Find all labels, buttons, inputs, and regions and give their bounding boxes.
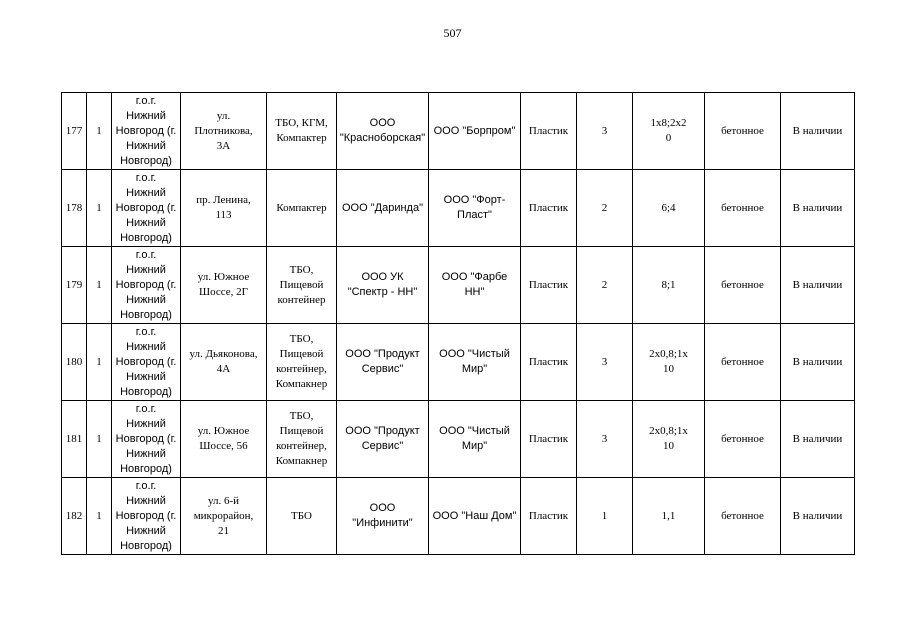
address-cell [181, 401, 267, 478]
volume-cell [633, 247, 705, 324]
table-row [62, 324, 855, 401]
site-count-cell: 1 [87, 401, 112, 478]
owner-cell-line: ООО УК [361, 271, 404, 283]
municipality-cell-line: Нижний [126, 293, 166, 306]
operator-cell-line: ООО "Чистый [439, 425, 510, 437]
owner-cell-line: ООО "Даринда" [342, 201, 423, 214]
municipality-cell-line: г.о.г. [135, 171, 157, 184]
volume-cell-line: 2х0,8;1х [649, 425, 688, 437]
waste-type-cell [267, 247, 337, 324]
address-cell-line: Шоссе, 2Г [198, 286, 248, 298]
address-cell-line: микрорайон, [193, 509, 254, 522]
table-row [62, 401, 855, 478]
municipality-cell-line: г.о.г. [135, 248, 157, 261]
municipality-cell-line: Новгород (г. [115, 432, 177, 445]
container-count-cell: 3 [577, 401, 633, 478]
container-count-cell: 2 [577, 247, 633, 324]
owner-cell-line: "Красноборская" [339, 132, 426, 144]
municipality-cell-line: Новгород) [120, 539, 172, 552]
operator-cell-line: ООО "Чистый [439, 348, 510, 360]
container-count-cell: 1 [577, 478, 633, 555]
waste-type-cell [267, 93, 337, 170]
municipality-cell-line: Новгород) [120, 154, 172, 167]
owner-cell-line: "Спектр - НН" [347, 286, 418, 298]
waste-type-cell-line: ТБО, [289, 333, 314, 345]
row-number-cell: 181 [62, 401, 87, 478]
address-cell-line: ул. Южное [197, 425, 250, 437]
operator-cell [429, 170, 521, 247]
status-cell: В наличии [781, 93, 855, 170]
waste-type-cell-line: Компактер [276, 132, 327, 144]
site-count-cell: 1 [87, 478, 112, 555]
status-cell: В наличии [781, 247, 855, 324]
operator-cell-line: ООО "Наш Дом" [432, 509, 517, 522]
surface-cell: бетонное [705, 170, 781, 247]
owner-cell-line: Сервис" [361, 363, 404, 375]
volume-cell-line: 1х8;2х2 [650, 117, 687, 129]
address-cell-line: пр. Ленина, [196, 194, 251, 206]
owner-cell [337, 247, 429, 324]
material-cell: Пластик [521, 324, 577, 401]
operator-cell [429, 401, 521, 478]
operator-cell-line: ООО "Фарбе [441, 271, 508, 283]
container-count-cell: 2 [577, 170, 633, 247]
waste-type-cell-line: Пищевой [279, 348, 324, 360]
municipality-cell [112, 324, 181, 401]
status-cell: В наличии [781, 401, 855, 478]
address-cell [181, 93, 267, 170]
municipality-cell-line: Новгород (г. [115, 509, 177, 522]
address-cell-line: 3А [216, 139, 231, 152]
waste-site-table [61, 92, 855, 555]
volume-cell [633, 324, 705, 401]
address-cell-line: 21 [218, 524, 229, 537]
address-cell-line: Плотникова, [194, 124, 253, 137]
address-cell-line: ул. 6-й [207, 494, 240, 507]
owner-cell [337, 324, 429, 401]
owner-cell [337, 401, 429, 478]
waste-type-cell-line: ТБО, КГМ, [275, 117, 328, 129]
operator-cell [429, 478, 521, 555]
row-number-cell: 182 [62, 478, 87, 555]
volume-cell-line: 10 [663, 363, 674, 375]
container-count-cell: 3 [577, 93, 633, 170]
operator-cell [429, 93, 521, 170]
operator-cell-line: ООО "Борпром" [433, 124, 516, 137]
table-row [62, 170, 855, 247]
surface-cell: бетонное [705, 324, 781, 401]
waste-type-cell-line: Компакнер [275, 378, 328, 390]
row-number-cell: 178 [62, 170, 87, 247]
volume-cell-line: 10 [663, 440, 674, 452]
municipality-cell-line: Новгород) [120, 385, 172, 398]
material-cell: Пластик [521, 170, 577, 247]
address-cell [181, 324, 267, 401]
surface-cell: бетонное [705, 478, 781, 555]
owner-cell-line: ООО [369, 502, 396, 514]
waste-type-cell [267, 170, 337, 247]
surface-cell: бетонное [705, 247, 781, 324]
municipality-cell-line: г.о.г. [135, 479, 157, 492]
address-cell-line: 113 [215, 209, 232, 221]
material-cell: Пластик [521, 93, 577, 170]
page-number: 507 [443, 26, 462, 40]
address-cell-line: ул. Дьяконова, [189, 348, 258, 360]
municipality-cell-line: Нижний [126, 417, 166, 430]
owner-cell-line: ООО "Продукт [345, 425, 420, 437]
status-cell: В наличии [781, 170, 855, 247]
container-count-cell: 3 [577, 324, 633, 401]
municipality-cell-line: Нижний [126, 370, 166, 383]
volume-cell [633, 170, 705, 247]
operator-cell [429, 324, 521, 401]
operator-cell-line: Пласт" [457, 209, 492, 221]
municipality-cell [112, 93, 181, 170]
row-number-cell: 177 [62, 93, 87, 170]
address-cell-line: Шоссе, 56 [199, 440, 248, 452]
waste-type-cell [267, 401, 337, 478]
address-cell-line: ул. Южное [197, 271, 250, 283]
surface-cell: бетонное [705, 401, 781, 478]
material-cell: Пластик [521, 247, 577, 324]
volume-cell-line: 0 [665, 132, 672, 144]
waste-type-cell-line: Компакнер [275, 455, 328, 467]
waste-type-cell [267, 324, 337, 401]
waste-type-cell-line: Пищевой [279, 425, 324, 437]
volume-cell [633, 478, 705, 555]
table-row [62, 478, 855, 555]
address-cell-line: ул. [216, 109, 231, 122]
waste-type-cell-line: ТБО [291, 509, 312, 522]
municipality-cell [112, 170, 181, 247]
municipality-cell [112, 401, 181, 478]
operator-cell-line: Мир" [461, 440, 488, 452]
municipality-cell-line: Новгород (г. [115, 355, 177, 368]
owner-cell-line: ООО [369, 117, 396, 129]
waste-type-cell-line: ТБО, [289, 410, 314, 422]
waste-type-cell [267, 478, 337, 555]
operator-cell [429, 247, 521, 324]
municipality-cell-line: Нижний [126, 216, 166, 229]
table-body [62, 93, 855, 555]
municipality-cell-line: Нижний [126, 524, 166, 537]
owner-cell [337, 93, 429, 170]
municipality-cell-line: Новгород (г. [115, 278, 177, 291]
volume-cell-line: 8;1 [661, 278, 676, 291]
municipality-cell-line: г.о.г. [135, 325, 157, 338]
volume-cell-line: 2х0,8;1х [649, 348, 688, 360]
municipality-cell-line: Новгород) [120, 231, 172, 244]
municipality-cell-line: Нижний [126, 186, 166, 199]
volume-cell-line: 6;4 [661, 201, 676, 214]
municipality-cell-line: г.о.г. [135, 402, 157, 415]
operator-cell-line: ООО "Форт- [443, 194, 506, 206]
municipality-cell-line: Нижний [126, 263, 166, 276]
site-count-cell: 1 [87, 324, 112, 401]
waste-type-cell-line: контейнер, [276, 363, 327, 375]
site-count-cell: 1 [87, 170, 112, 247]
operator-cell-line: НН" [464, 286, 485, 298]
address-cell-line: 4А [216, 363, 231, 375]
municipality-cell-line: Новгород (г. [115, 201, 177, 214]
material-cell: Пластик [521, 401, 577, 478]
waste-type-cell-line: Компактер [276, 201, 327, 214]
municipality-cell [112, 247, 181, 324]
owner-cell [337, 478, 429, 555]
address-cell [181, 247, 267, 324]
municipality-cell-line: г.о.г. [135, 94, 157, 107]
surface-cell: бетонное [705, 93, 781, 170]
municipality-cell-line: Нижний [126, 139, 166, 152]
municipality-cell-line: Нижний [126, 494, 166, 507]
table-row [62, 93, 855, 170]
municipality-cell-line: Новгород (г. [115, 124, 177, 137]
site-count-cell: 1 [87, 93, 112, 170]
volume-cell-line: 1,1 [661, 509, 676, 522]
waste-type-cell-line: ТБО, [289, 263, 314, 276]
row-number-cell: 180 [62, 324, 87, 401]
municipality-cell-line: Новгород) [120, 308, 172, 321]
material-cell: Пластик [521, 478, 577, 555]
address-cell [181, 478, 267, 555]
status-cell: В наличии [781, 324, 855, 401]
owner-cell-line: Сервис" [361, 440, 404, 452]
address-cell [181, 170, 267, 247]
owner-cell [337, 170, 429, 247]
municipality-cell-line: Нижний [126, 447, 166, 460]
waste-type-cell-line: Пищевой [279, 278, 324, 291]
operator-cell-line: Мир" [461, 363, 488, 375]
table-row [62, 247, 855, 324]
waste-type-cell-line: контейнер [277, 293, 326, 306]
site-count-cell: 1 [87, 247, 112, 324]
owner-cell-line: ООО "Продукт [345, 348, 420, 360]
row-number-cell: 179 [62, 247, 87, 324]
municipality-cell-line: Нижний [126, 340, 166, 353]
municipality-cell-line: Новгород) [120, 462, 172, 475]
status-cell: В наличии [781, 478, 855, 555]
waste-type-cell-line: контейнер, [276, 440, 327, 452]
municipality-cell-line: Нижний [126, 109, 166, 122]
volume-cell [633, 401, 705, 478]
volume-cell [633, 93, 705, 170]
owner-cell-line: "Инфинити" [352, 517, 413, 529]
municipality-cell [112, 478, 181, 555]
